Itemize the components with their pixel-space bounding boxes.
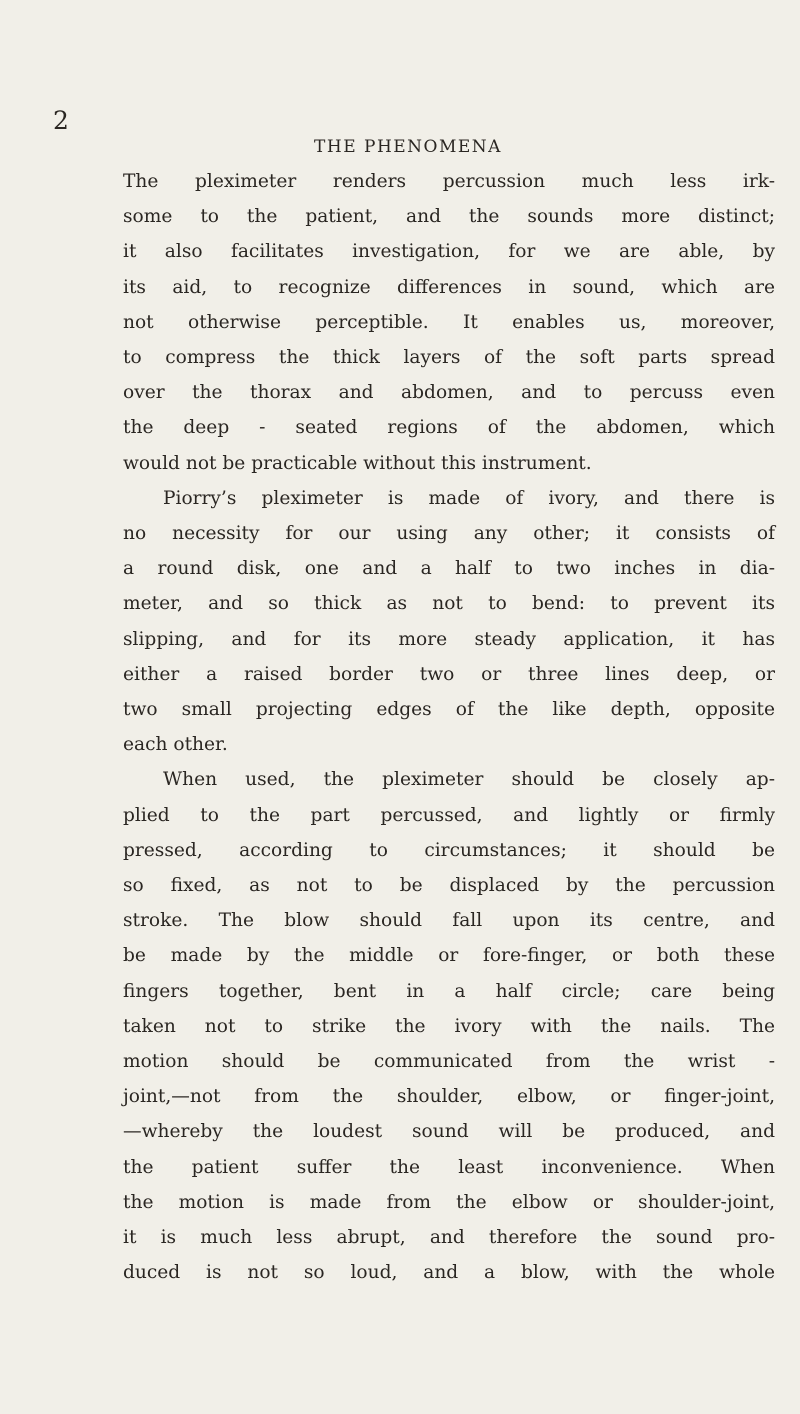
text-line: some to the patient, and the sounds more distinct; bbox=[123, 206, 775, 228]
text-line: no necessity for our using any other; it consists of bbox=[123, 523, 775, 544]
text-line: two small projecting edges of the like depth, opposite bbox=[123, 699, 775, 720]
text-line: Piorry’s pleximeter is made of ivory, and there is bbox=[163, 487, 775, 509]
running-head: THE PHENOMENA bbox=[314, 137, 502, 157]
text-line: The pleximeter renders percussion much less irk- bbox=[123, 171, 775, 192]
text-line: be made by the middle or fore-finger, or both these bbox=[123, 945, 775, 967]
text-line: plied to the part percussed, and lightly or firmly bbox=[123, 804, 775, 826]
text-line: joint,—not from the shoulder, elbow, or finger-joint, bbox=[123, 1086, 775, 1108]
text-line: the deep - seated regions of the abdomen, which bbox=[123, 417, 775, 439]
text-line: would not be practicable without this instrument. bbox=[123, 452, 592, 474]
text-line: meter, and so thick as not to bend: to prevent its bbox=[123, 593, 775, 615]
text-line: it also facilitates investigation, for we are able, by bbox=[123, 241, 775, 263]
text-line: each other. bbox=[123, 734, 228, 756]
text-line: pressed, according to circumstances; it should be bbox=[123, 839, 775, 861]
text-line: its aid, to recognize differences in sound, which are bbox=[123, 276, 775, 298]
text-line: slipping, and for its more steady application, it has bbox=[123, 628, 775, 650]
text-line: fingers together, bent in a half circle; care being bbox=[123, 980, 775, 1002]
text-line: —whereby the loudest sound will be produced, and bbox=[123, 1121, 775, 1143]
text-line: over the thorax and abdomen, and to percuss even bbox=[123, 382, 775, 404]
text-line: either a raised border two or three lines deep, or bbox=[123, 663, 775, 685]
text-line: the patient suffer the least inconvenience. When bbox=[123, 1156, 775, 1178]
text-line: duced is not so loud, and a blow, with the whole bbox=[123, 1262, 775, 1284]
text-line: it is much less abrupt, and therefore the sound pro- bbox=[123, 1227, 775, 1248]
text-line: to compress the thick layers of the soft parts spread bbox=[123, 347, 775, 368]
text-line: not otherwise perceptible. It enables us, moreover, bbox=[123, 311, 775, 333]
text-line: When used, the pleximeter should be closely ap- bbox=[163, 769, 775, 791]
text-line: stroke. The blow should fall upon its centre, and bbox=[123, 910, 775, 932]
page-number: 2 bbox=[53, 106, 69, 135]
text-line: a round disk, one and a half to two inches in dia- bbox=[123, 558, 775, 580]
text-line: so fixed, as not to be displaced by the percussion bbox=[123, 875, 775, 896]
text-line: the motion is made from the elbow or shoulder-joint, bbox=[123, 1191, 775, 1213]
text-line: motion should be communicated from the wrist - bbox=[123, 1051, 775, 1072]
text-line: taken not to strike the ivory with the nails. The bbox=[123, 1015, 775, 1037]
